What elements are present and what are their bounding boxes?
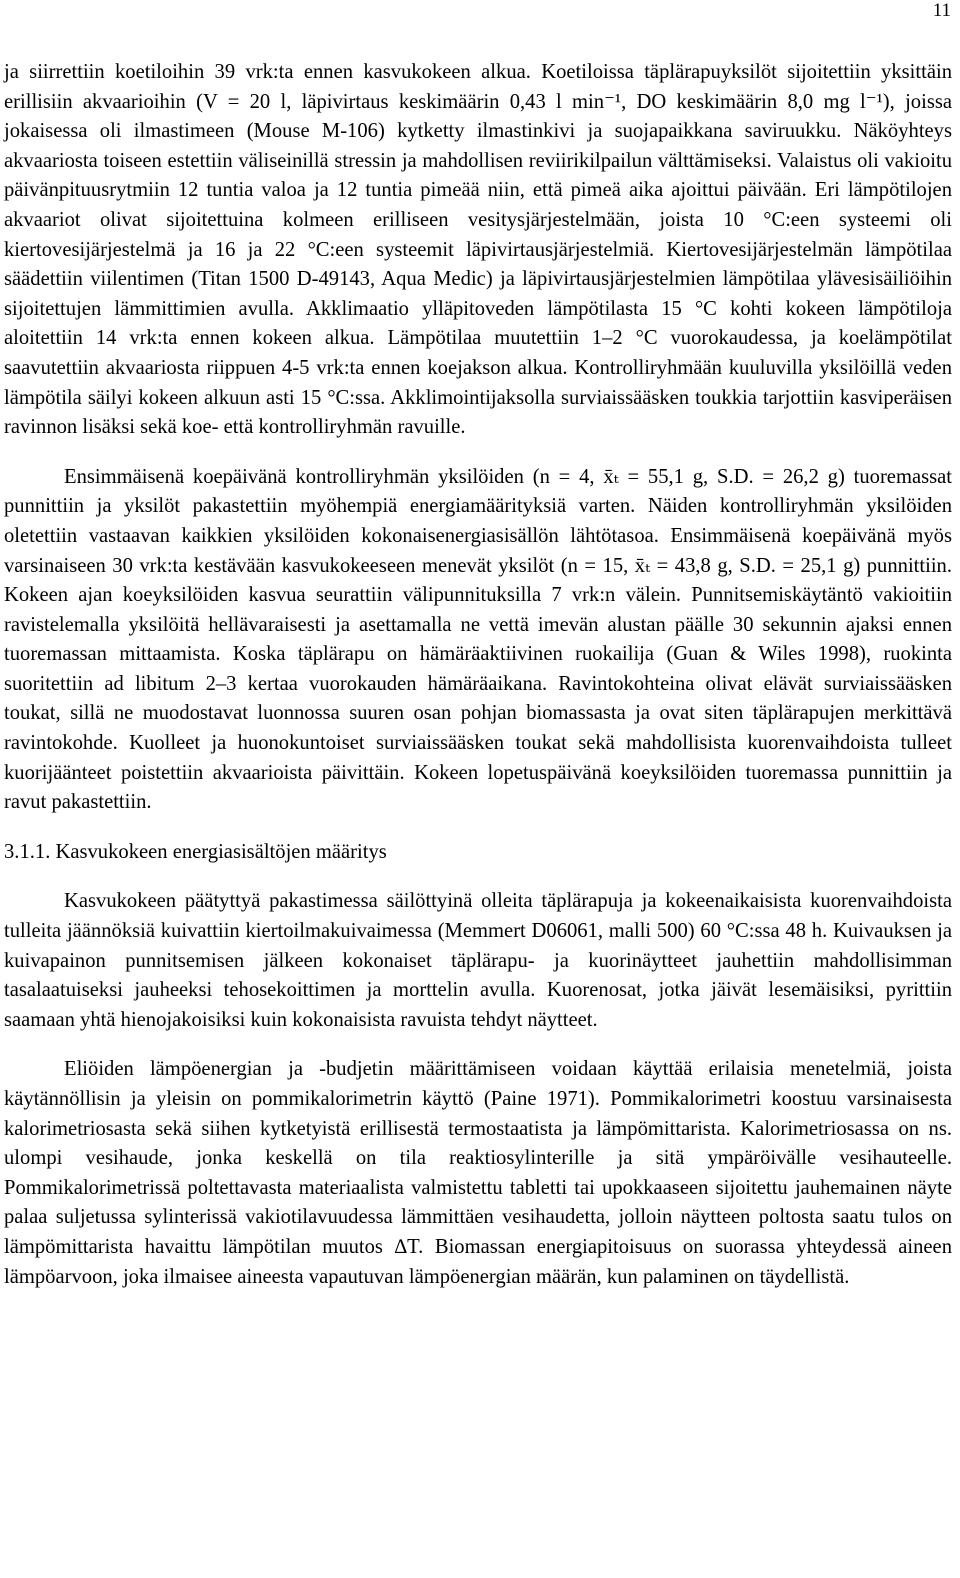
paragraph-drying-procedure: Kasvukokeen päätyttyä pakastimessa säilöttyinä olleita täplärapuja ja kokeenaikaisista kuorenvaihdoista tulleita jäännöksiä kuivattiin kiertoilmakuivaimessa (Memmert D06061, malli 500) 60 °C:ssa 48 h. Kuivauksen ja kuivapainon punnitsemisen jälkeen kokonaiset täplärapu- ja kuorinäytteet jauhettiin mahdollisimman tasalaatuiseksi jauheeksi tehosekoittimen ja morttelin avulla. Kuorenosat, jotka jäivät lesemäisiksi, pyrittiin saamaan yhtä hienojakoisiksi kuin kokonaisista ravuista tehdyt näytteet. bbox=[4, 890, 952, 1031]
paragraph-aquarium-setup: ja siirrettiin koetiloihin 39 vrk:ta ennen kasvukokeen alkua. Koetiloissa täplärapuyksilöt sijoitettiin yksittäin erillisiin akvaarioihin (V = 20 l, läpivirtaus keskimäärin 0,43 l min⁻¹, DO keskimäärin 8,0 mg l⁻¹), joissa jokaisessa oli ilmastimeen (Mouse M-106) kytketty ilmastinkivi ja suojapaikkana saviruukku. Näköyhteys akvaariosta toiseen estettiin väliseinillä stressin ja mahdollisen reviirikilpailun välttämiseksi. Valaistus oli vakioitu päivänpituusrytmiin 12 tuntia valoa ja 12 tuntia pimeää niin, että pimeä aika ajoittui päivään. Eri lämpötilojen akvaariot olivat sijoitettuina kolmeen erilliseen vesitysjärjestelmään, joista 10 °C:een systeemi oli kiertovesijärjestelmä ja 16 ja 22 °C:een systeemit läpivirtausjärjestelmiä. Kiertovesijärjestelmän lämpötilaa säädettiin viilentimen (Titan 1500 D-49143, Aqua Medic) ja läpivirtausjärjestelmien lämpötilaa ylävesisäiliöihin sijoitettujen lämmittimien avulla. Akklimaatio ylläpitoveden lämpötilasta 15 °C kohti kokeen lämpötiloja aloitettiin 14 vrk:ta ennen kokeen alkua. Lämpötilaa muutettiin 1–2 °C vuorokaudessa, ja koelämpötilat saavutettiin akvaariosta riippuen 4-5 vrk:ta ennen koejakson alkua. Kontrolliryhmään kuuluvilla yksilöillä veden lämpötila säilyi kokeen alkuun asti 15 °C:ssa. Akklimointijaksolla surviaissääsken toukkia tarjottiin kasviperäisen ravinnon lisäksi sekä koe- että kontrolliryhmän ravuille. bbox=[4, 61, 952, 439]
paragraph-weighing-procedure: Ensimmäisenä koepäivänä kontrolliryhmän yksilöiden (n = 4, x̄ₜ = 55,1 g, S.D. = 26,2 g) tuoremassat punnittiin ja yksilöt pakastettiin myöhempiä energiamäärityksiä varten. Näiden kontrolliryhmän yksilöiden oletettiin vastaavan kaikkien yksilöiden kokonaisenergiasisällön lähtötasoa. Ensimmäisenä koepäivänä myös varsinaiseen 30 vrk:ta kestävään kasvukokeeseen menevät yksilöt (n = 15, x̄ₜ = 43,8 g, S.D. = 25,1 g) punnittiin. Kokeen ajan koeyksilöiden kasvua seurattiin välipunnituksilla 7 vrk:n välein. Punnitsemiskäytäntö vakioitiin ravistelemalla yksilöitä hellävaraisesti ja asettamalla ne vettä imevän alustan päälle 30 sekunnin ajaksi ennen tuoremassan mittaamista. Koska täplärapu on hämäräaktiivinen ruokailija (Guan & Wiles 1998), ruokinta suoritettiin ad libitum 2–3 kertaa vuorokauden hämäräaikana. Ravintokohteina olivat elävät surviaissääsken toukat, sillä ne muodostavat luonnossa suuren osan pohjan biomassasta ja ovat siten täplärapujen merkittävä ravintokohde. Kuolleet ja huonokuntoiset surviaissääsken toukat sekä mahdollisista kuorenvaihdoista tulleet kuorijäänteet poistettiin akvaarioista päivittäin. Kokeen lopetuspäivänä koeyksilöiden tuoremassa punnittiin ja ravut pakastettiin. bbox=[4, 465, 952, 814]
paragraph-bomb-calorimetry: Eliöiden lämpöenergian ja -budjetin määrittämiseen voidaan käyttää erilaisia menetelmiä, joista käytännöllisin ja yleisin on pommikalorimetrin käyttö (Paine 1971). Pommikalorimetri koostuu varsinaisesta kalorimetriosasta sekä siihen kytketyistä erillisestä termostaatista ja lämpömittarista. Kalorimetriosassa on ns. ulompi vesihaude, jonka keskellä on tila reaktiosylinterille ja sitä ympäröivälle vesihauteelle. Pommikalorimetrissä poltettavasta materiaalista valmistettu tabletti tai upokkaaseen sijoitettu jauhemainen näyte palaa suljetussa sylinterissä vakiotilavuudessa lämmittäen vesihaudetta, jolloin näytteen poltosta saatu tulos on lämpömittarista havaittu lämpötilan muutos ∆T. Biomassan energiapitoisuus on suorassa yhteydessä aineen lämpöarvoon, joka ilmaisee aineesta vapautuvan lämpöenergian määrän, kun palaminen on täydellistä. bbox=[4, 1058, 952, 1288]
section-heading: 3.1.1. Kasvukokeen energiasisältöjen määritys bbox=[4, 840, 387, 863]
document-body bbox=[4, 58, 952, 1292]
page-number: 11 bbox=[932, 0, 951, 21]
